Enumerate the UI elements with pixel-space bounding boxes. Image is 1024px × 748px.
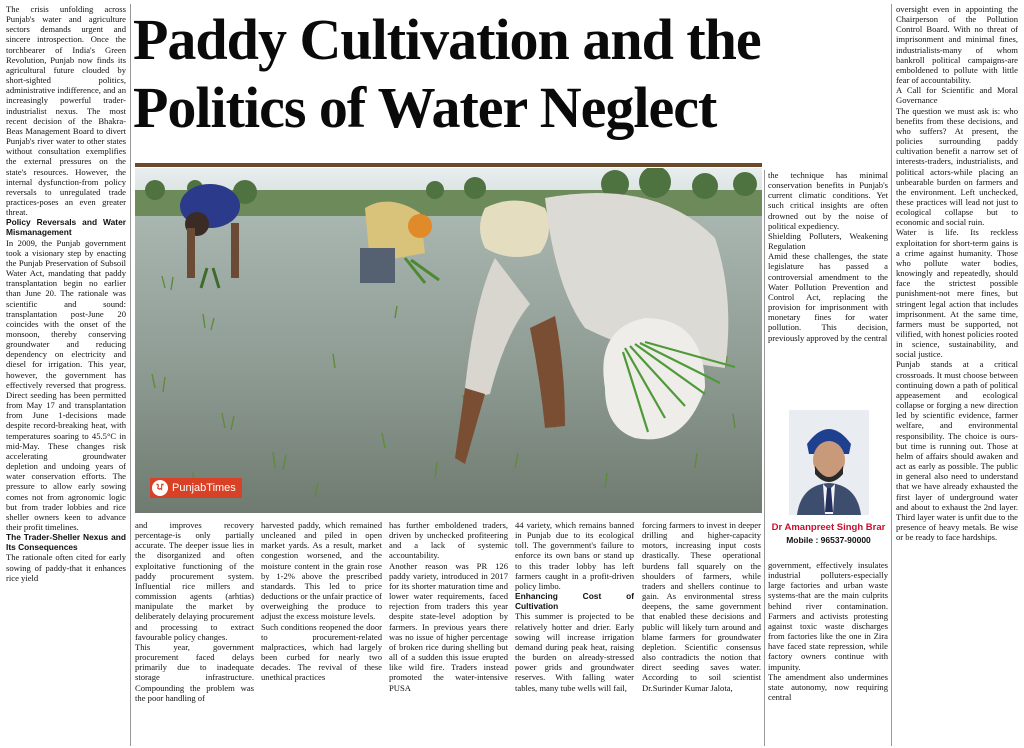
punjabtimes-logo-icon: ਪ (152, 480, 168, 496)
body-paragraph: and improves recovery percentage-is only partially accurate. The deeper issue lies in the disorganized and often exploitative functioning of the paddy procurement system. Influential rice millers and commission agents (arhtias) manipulate the market by deliberately delaying procurement and processing to extract favourable policy changes. (135, 520, 254, 642)
body-paragraph: the technique has minimal conservation benefits in Punjab's current climatic conditions. Yet such critical insights are often drowned out by the noise of political expediency. (768, 170, 888, 231)
author-name: Dr Amanpreet Singh Brar (771, 522, 886, 533)
column-divider (130, 4, 131, 746)
column-5 (515, 520, 634, 746)
body-paragraph: Another reason was PR 126 paddy variety, introduced in 2017 for its shorter maturation time and lower water requirements, faced rejection from traders this year despite state-level adoption by farmers. In previous years there was no issue of higher percentage of broken rice during shelling but all of a sudden this issue erupted like wild fire. Traders instead promoted the water-intensive PUSA (389, 560, 508, 693)
body-paragraph: The crisis unfolding across Punjab's water and agriculture sectors demands urgent and sincere introspection. Once the torchbearer of India's Green Revolution, Punjab now finds its agricultural future clouded by short-sighted politics, administrative indifference, and an increasingly powerful trader-industrialist nexus. The most recent decision of the Bhakra-Beas Management Board to divert Punjab's river water to other states without consultation exemplifies the external pressures on the state's resources. However, the internal dysfunction-from policy reversals to unregulated trade practices-poses an even greater threat. (6, 4, 126, 218)
column-7-bottom (768, 560, 888, 746)
headline-line-2: Politics of Water Neglect (133, 75, 717, 140)
body-paragraph: Shielding Polluters, Weakening Regulation (768, 230, 888, 252)
body-paragraph: forcing farmers to invest in deeper drilling and higher-capacity motors, increasing input costs drastically. These operational burdens fall squarely on the shoulders of farmers, while traders and shellers continue to gain. As environmental stress deepens, the same government that enabled these decisions and public will likely turn around and blame farmers for groundwater depletion. Scientific consensus also contradicts the notion that direct seeding saves water. According to soil scientist Dr.Surinder Kumar Jalota, (642, 520, 761, 693)
body-paragraph: A Call for Scientific and Moral Governance (896, 85, 1018, 106)
body-paragraph: This year, government procurement faced delays primarily due to inadequate storage infrastructure. Compounding the problem was the poor handling of (135, 641, 254, 703)
section-subheading: Enhancing Cost of Cultivation (515, 591, 634, 612)
body-paragraph: has further emboldened traders, driven by unchecked profiteering and a lack of systemic accountability. (389, 520, 508, 561)
author-block (766, 410, 891, 560)
body-paragraph: The rationale often cited for early sowing of paddy-that it enhances rice yield (6, 552, 126, 583)
body-paragraph: The amendment also undermines state autonomy, now requiring central (768, 671, 888, 703)
column-3 (261, 520, 382, 746)
column-4 (389, 520, 508, 746)
column-2 (135, 520, 254, 746)
column-divider (764, 170, 765, 746)
body-paragraph: This summer is projected to be relatively hotter and drier. Early sowing will increase irrigation demand during peak heat, raising the burden on already-stressed power grids and groundwater reserves. With falling water tables, many tube wells will fail, (515, 611, 634, 693)
author-mobile: Mobile : 96537-90000 (786, 535, 871, 545)
column-divider (891, 4, 892, 746)
column-8 (896, 4, 1018, 746)
headline-line-1: Paddy Cultivation and the (133, 7, 761, 72)
body-paragraph: Such conditions reopened the door to procurement-related malpractices, which had largely been curbed for nearly two decades. The revival of these unethical practices (261, 621, 382, 683)
body-paragraph: 44 variety, which remains banned in Punjab due to its ecological toll. The government's failure to enforce its own bans or stand up to this trader lobby has left farmers caught in a profit-driven policy limbo. (515, 520, 634, 591)
body-paragraph: harvested paddy, which remained uncleaned and piled in open market yards. As a result, market congestion worsened, and the moisture content in the grain rose by 1-2% above the prescribed standards. This led to price deductions or the unfair practice of overweighing the produce to adjust the excess moisture levels. (261, 520, 382, 622)
article-headline (133, 6, 893, 156)
paddy-field-illustration (135, 168, 762, 513)
column-6 (642, 520, 761, 746)
author-photo (789, 410, 869, 515)
photo-top-strip (135, 163, 762, 167)
section-subheading: The Trader-Sheller Nexus and Its Consequences (6, 532, 126, 553)
body-paragraph: Punjab stands at a critical crossroads. It must choose between continuing down a path of political appeasement and ecological collapse or forging a new direction led by scientific evidence, farmer welfare, and environmental responsibility. The choice is ours-but time is running out. Those at helm of affairs should awaken and act as early as possible. The public in general also need to understand that we have already exhausted the first layer of underground water and about to exhaust the 2nd layer. Third layer water is unfit due to the presence of heavy metals. Be wise or be ready to face hardships. (896, 359, 1018, 543)
column-7-top (768, 170, 888, 395)
body-paragraph: The question we must ask is: who benefits from these decisions, and who suffers? At present, the policies surrounding paddy cultivation benefit a narrow set of interests-traders, industrialists, and political actors-while placing an unbearable burden on farmers and the environment. Left unchecked, these practices will lead not just to ecological collapse but to economic and social ruin. (896, 105, 1018, 228)
punjabtimes-logo (150, 478, 242, 498)
body-paragraph: Water is life. Its reckless exploitation for short-term gains is a crime against humanity. Those who pollute water bodies, knowingly and repeatedly, should face the strictest possible punishment-not mere fines, but stringent legal action that includes imprisonment. At the same time, farmers must be supported, not vilified, with honest policies rooted in science, sustainability, and social justice. (896, 227, 1018, 360)
logo-text: PunjabTimes (172, 482, 236, 494)
body-paragraph: In 2009, the Punjab government took a visionary step by enacting the Punjab Preservation of Subsoil Water Act, mandating that paddy transplantation begin no earlier than June 20. The rationale was scientific and sound: transplantation post-June 20 coincides with the onset of the monsoon, thereby conserving groundwater and reducing dependency on electricity and diesel for irrigation. This year, however, the government has effectively reversed that progress. Direct seeding has been permitted from May 17 and transplantation from June 1-decisions made despite record-breaking heat, with temperatures soaring to 45.5°C in mid-May. These changes risk accelerating groundwater depletion and undoing years of water conservation efforts. The pressure to allow early sowing comes not from agronomic logic but from trader lobbies and rice sheller owners keen to advance their profit timelines. (6, 237, 126, 532)
article-photo (135, 168, 762, 513)
body-paragraph: government, effectively insulates industrial polluters-especially large factories and urban waste systems-that are the main culprits behind river contamination. Farmers and activists protesting against toxic waste discharges from factories like the one in Zira have faced state repression, while factory owners continue with impunity. (768, 560, 888, 672)
section-subheading: Policy Reversals and Water Mismanagement (6, 217, 126, 238)
body-paragraph: oversight even in appointing the Chairperson of the Pollution Control Board. With no threat of imprisonment and minimal fines, industrialists-many of whom bankroll political campaigns-are emboldened to pollute with little fear of accountability. (896, 4, 1018, 86)
body-paragraph: Amid these challenges, the state legislature has passed a controversial amendment to the Water Pollution Prevention and Control Act, replacing the provision for imprisonment with monetary fines for water pollution. This decision, previously approved by the central (768, 251, 888, 343)
column-1 (6, 4, 126, 746)
